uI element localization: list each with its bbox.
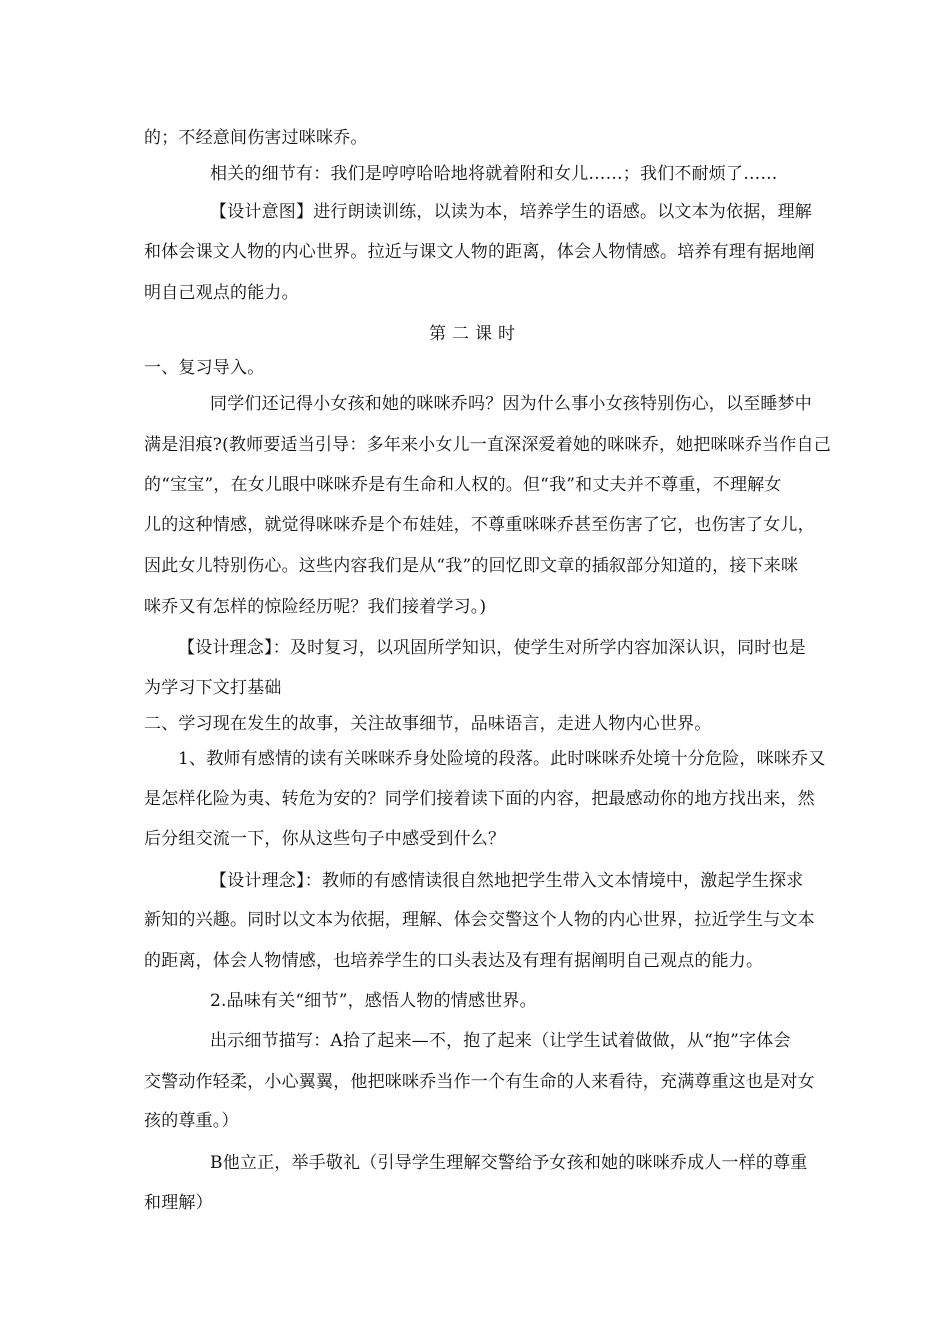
text-line: 因此女儿特别伤心。这些内容我们是从“我”的回忆即文章的插叙部分知道的，接下来咪: [144, 556, 799, 576]
text-line: 的距离，体会人物情感，也培养学生的口头表达及有理有据阐明自己观点的能力。: [144, 951, 764, 971]
text-line: 出示细节描写：A拾了起来—不，抱了起来（让学生试着做做，从“抱”字体会: [210, 1031, 791, 1051]
text-line: 2.品味有关“细节”，感悟人物的情感世界。: [210, 991, 537, 1011]
text-line: 咪乔又有怎样的惊险经历呢？我们接着学习。): [144, 597, 487, 617]
section-heading: 第二课时: [429, 324, 521, 344]
text-line: 后分组交流一下，你从这些句子中感受到什么？: [144, 829, 506, 849]
text-line: 相关的细节有：我们是哼哼哈哈地将就着附和女儿……；我们不耐烦了……: [210, 164, 778, 184]
text-line: 1、教师有感情的读有关咪咪乔身处险境的段落。此时咪咪乔处境十分危险，咪咪乔又: [178, 749, 826, 769]
text-line: 是怎样化险为夷、转危为安的？同学们接着读下面的内容，把最感动你的地方找出来，然: [144, 789, 815, 809]
text-line: 同学们还记得小女孩和她的咪咪乔吗？因为什么事小女孩特别伤心，以至睡梦中: [210, 394, 812, 414]
text-line: 和理解）: [144, 1193, 213, 1213]
text-line: 新知的兴趣。同时以文本为依据，理解、体会交警这个人物的内心世界，拉近学生与文本: [144, 910, 815, 930]
text-line: 满是泪痕?(教师要适当引导：多年来小女儿一直深深爱着她的咪咪乔，她把咪咪乔当作自己: [144, 435, 831, 455]
text-line: 儿的这种情感，就觉得咪咪乔是个布娃娃，不尊重咪咪乔甚至伤害了它，也伤害了女儿，: [144, 515, 815, 535]
text-line: 【设计理念】：教师的有感情读很自然地把学生带入文本情境中，激起学生探求: [210, 871, 804, 891]
text-line: 和体会课文人物的内心世界。拉近与课文人物的距离，体会人物情感。培养有理有据地阐: [144, 242, 815, 262]
text-line: 交警动作轻柔，小心翼翼，他把咪咪乔当作一个有生命的人来看待，充满尊重这也是对女: [144, 1072, 815, 1092]
text-line: 【设计意图】进行朗读训练，以读为本，培养学生的语感。以文本为依据，理解: [210, 202, 812, 222]
text-line: 的“宝宝”，在女儿眼中咪咪乔是有生命和人权的。但“我”和丈夫并不尊重，不理解女: [144, 475, 782, 495]
section-title: 二、学习现在发生的故事，关注故事细节，品味语言，走进人物内心世界。: [144, 714, 712, 734]
text-line: 【设计理念】：及时复习，以巩固所学知识，使学生对所学内容加深认识，同时也是: [178, 638, 806, 658]
text-line: 明自己观点的能力。: [144, 283, 299, 303]
text-line: 孩的尊重。）: [144, 1111, 239, 1131]
text-line: 为学习下文打基础: [144, 678, 282, 698]
section-title: 一、复习导入。: [144, 358, 265, 378]
text-line: 的；不经意间伤害过咪咪乔。: [144, 128, 368, 148]
text-line: B他立正，举手敬礼（引导学生理解交警给予女孩和她的咪咪乔成人一样的尊重: [210, 1153, 808, 1173]
